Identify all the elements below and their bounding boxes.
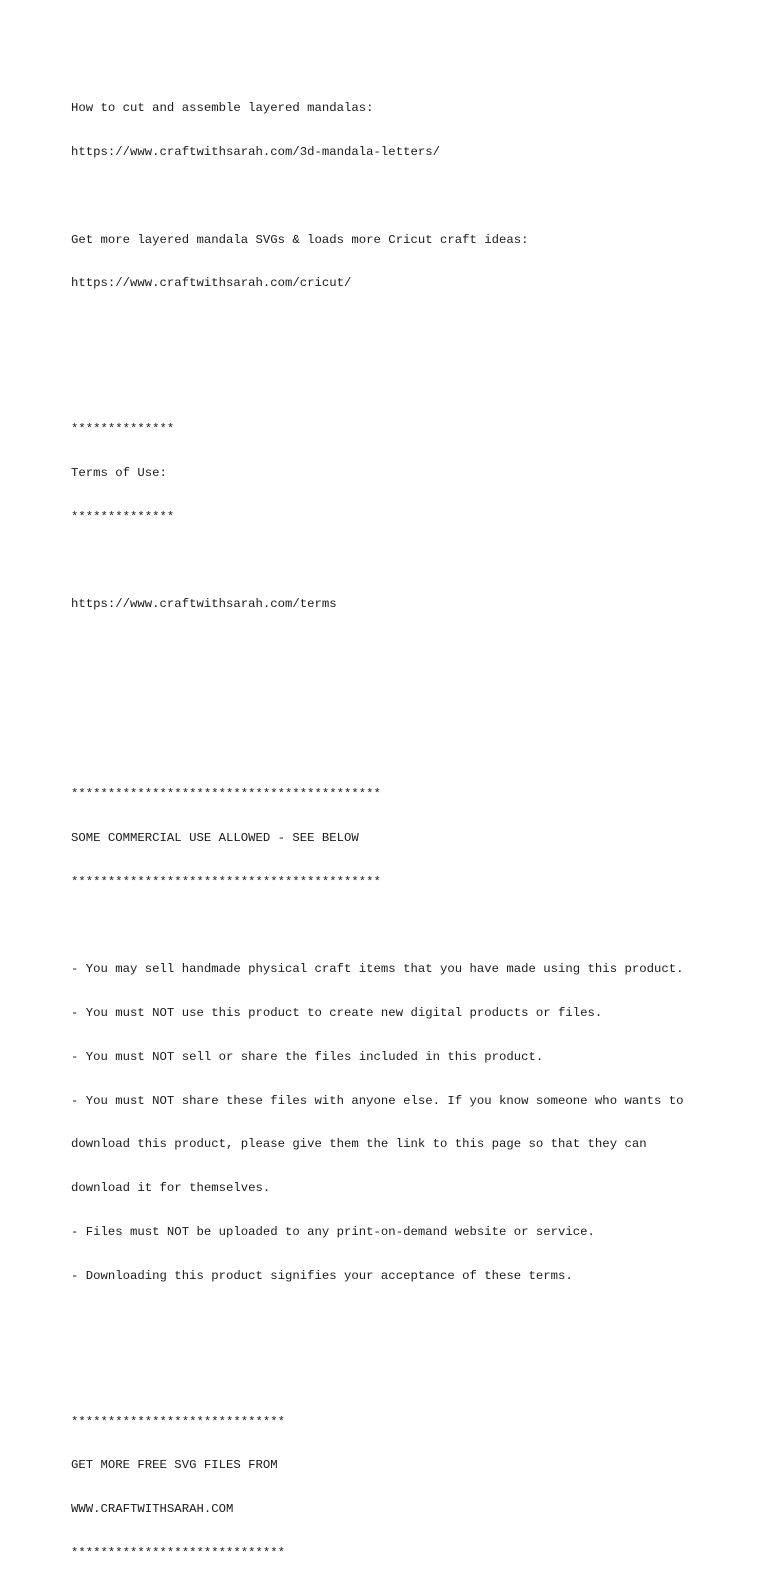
blank-line	[71, 1312, 751, 1327]
commercial-divider-bottom: ******************************************	[71, 874, 381, 889]
rule-item: download it for themselves.	[71, 1181, 271, 1196]
cricut-link[interactable]: https://www.craftwithsarah.com/cricut/	[71, 276, 352, 291]
blank-line	[71, 641, 751, 656]
rule-item: - Downloading this product signifies your acceptance of these terms.	[71, 1268, 573, 1283]
rule-item: - You must NOT use this product to create new digital products or files.	[71, 1006, 603, 1020]
terms-heading: Terms of Use:	[71, 466, 167, 481]
terms-divider-bottom: **************	[71, 509, 175, 524]
rule-item: - Files must NOT be uploaded to any print-on-demand website or service.	[71, 1224, 595, 1239]
rule-item: - You must NOT sell or share the files included in this product.	[71, 1049, 544, 1064]
blank-line	[71, 320, 751, 335]
blank-line	[71, 729, 751, 744]
blank-line	[71, 918, 751, 933]
footer-divider-bottom: *****************************	[71, 1545, 286, 1560]
blank-line	[71, 685, 751, 700]
blank-line	[71, 554, 751, 569]
footer-divider-top: *****************************	[71, 1414, 286, 1429]
terms-link[interactable]: https://www.craftwithsarah.com/terms	[71, 597, 337, 612]
blank-line	[71, 189, 751, 204]
blank-line	[71, 364, 751, 379]
footer-website: WWW.CRAFTWITHSARAH.COM	[71, 1502, 234, 1517]
mandala-letters-link[interactable]: https://www.craftwithsarah.com/3d-mandala-letters/	[71, 144, 440, 159]
blank-line	[71, 1356, 751, 1371]
intro-line-1: How to cut and assemble layered mandalas:	[71, 101, 374, 116]
intro-line-2: Get more layered mandala SVGs & loads more Cricut craft ideas:	[71, 232, 529, 247]
rule-item: - You must NOT share these files with anyone else. If you know someone who wants to	[71, 1093, 684, 1108]
commercial-heading: SOME COMMERCIAL USE ALLOWED - SEE BELOW	[71, 830, 359, 845]
commercial-divider-top: ******************************************	[71, 787, 381, 802]
document-page	[71, 72, 751, 1575]
rule-item: download this product, please give them the link to this page so that they can	[71, 1137, 647, 1152]
terms-divider-top: **************	[71, 422, 175, 437]
footer-line-1: GET MORE FREE SVG FILES FROM	[71, 1458, 278, 1473]
rule-item: - You may sell handmade physical craft items that you have made using this product.	[71, 962, 684, 977]
